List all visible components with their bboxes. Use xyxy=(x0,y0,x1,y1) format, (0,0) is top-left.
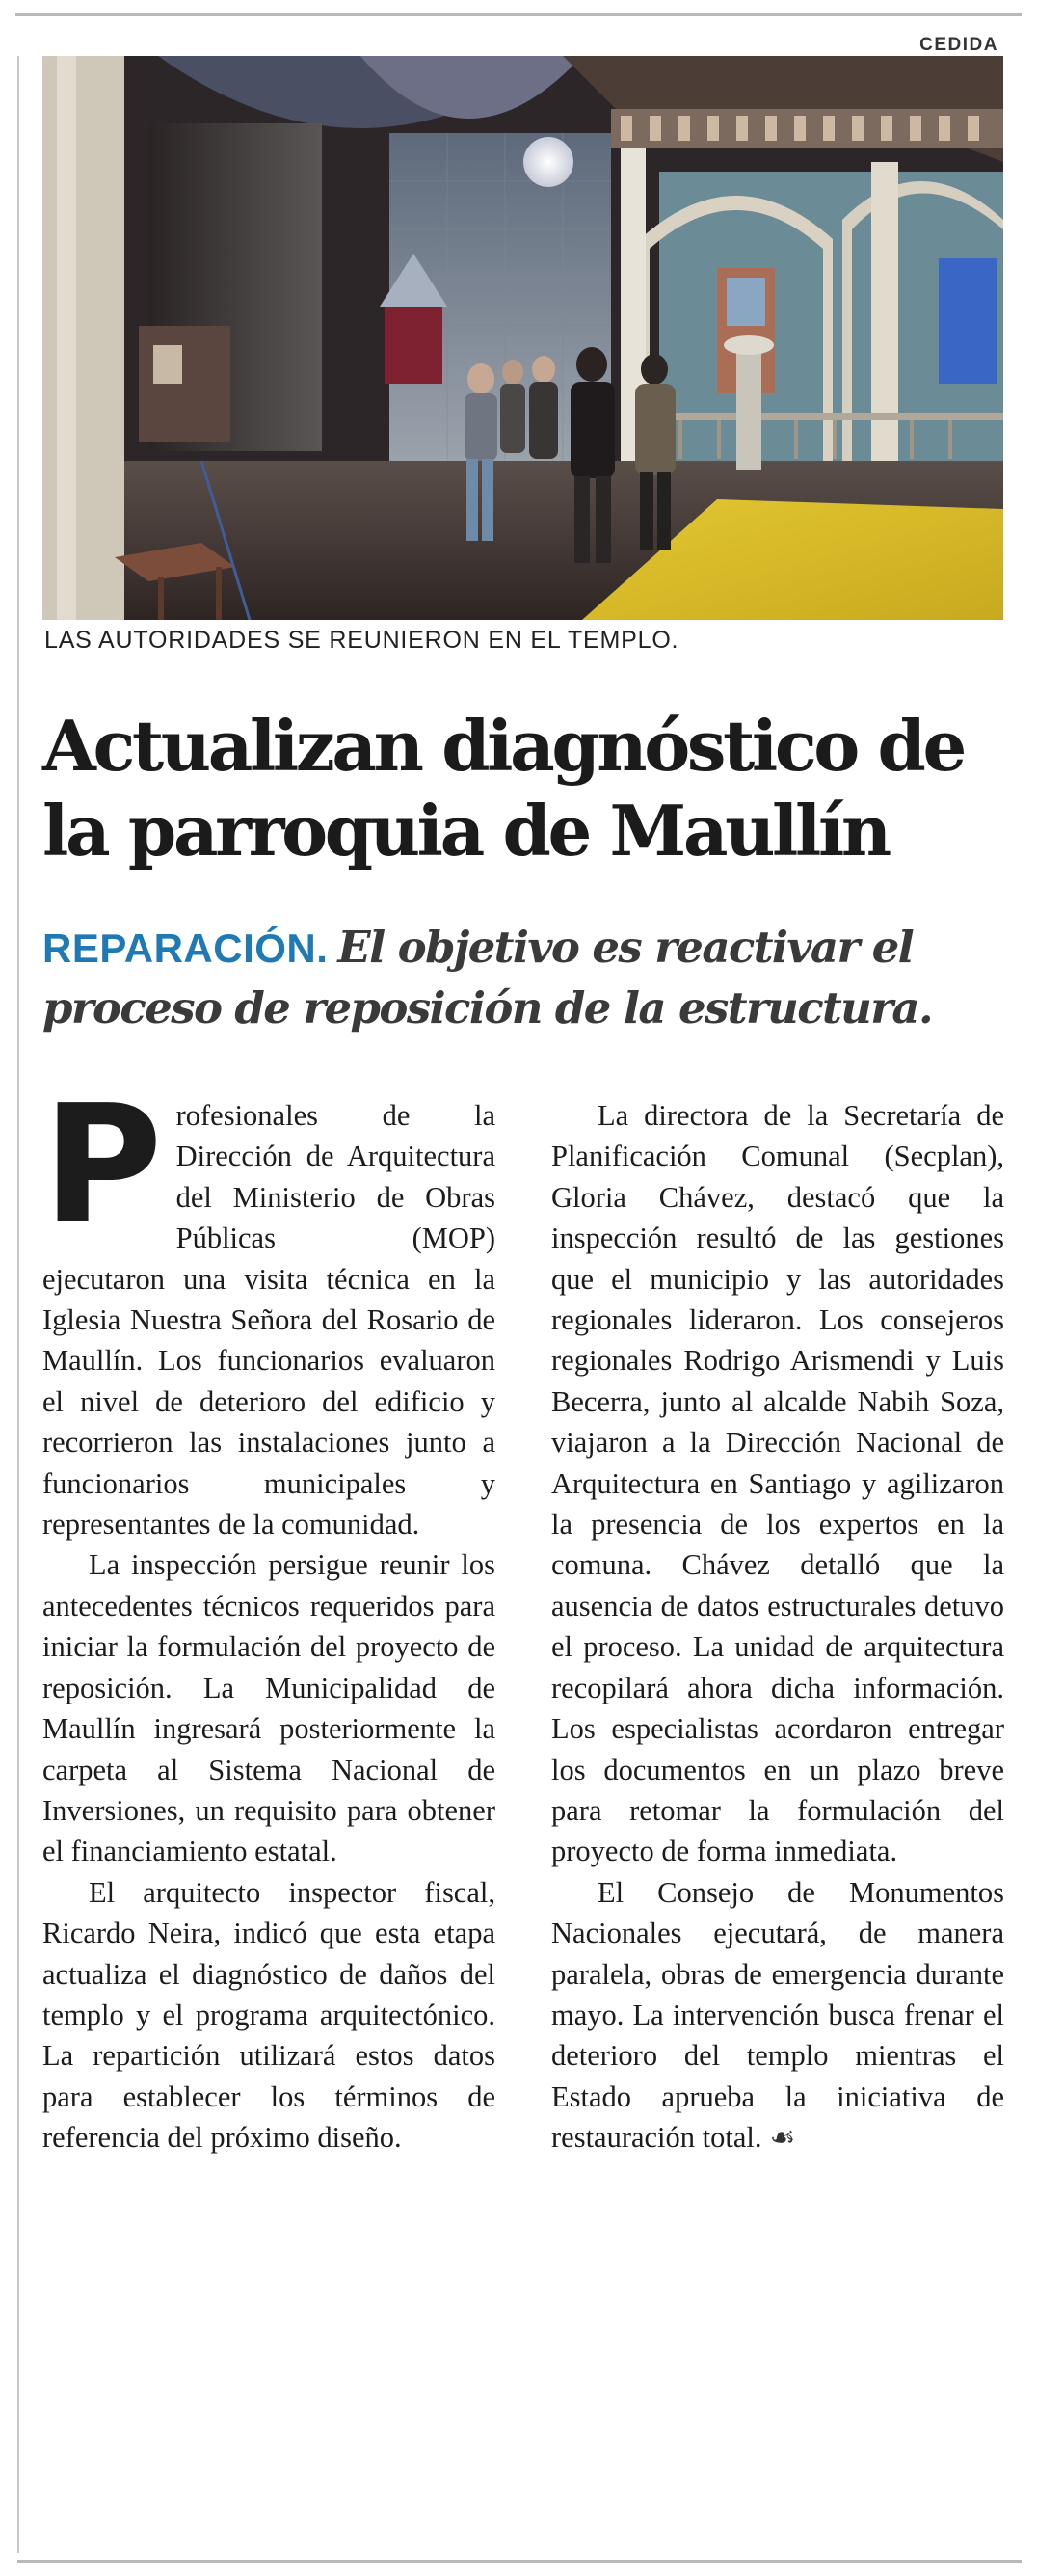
photo-illustration xyxy=(42,56,1003,620)
paragraph-1-text: rofesionales de la Dirección de Arquitectura del Ministerio de Obras Públicas (MOP) ejecutaron una visita técnica en la Iglesia Nuestra Señora del Rosario de Maullín. Los funcionarios evaluaron el nivel de deterioro del edificio y recorrieron las instalaciones junto a funcionarios municipales y representantes de la comunidad. xyxy=(42,1099,495,1542)
article-paragraph-3: El arquitecto inspector fiscal, Ricardo Neira, indicó que esta etapa actualiza el diagnóstico de daños del templo y el programa arquitectónico. La repartición utilizará estos datos para establecer los términos de referencia del próximo diseño. xyxy=(42,1875,495,2155)
article-paragraph-5 xyxy=(551,1872,1004,2160)
photo-credit: CEDIDA xyxy=(919,35,998,55)
paragraph-5-text: El Consejo de Monumentos Nacionales ejecutará, de manera paralela, obras de emergencia durante mayo. La intervención busca frenar el deterioro del templo mientras el Estado aprueba la iniciativa de restauración total. xyxy=(551,1875,1004,2155)
deck-kicker: REPARACIÓN. xyxy=(42,926,329,971)
article-body xyxy=(42,1070,1004,2541)
article-paragraph-1 xyxy=(42,1070,495,1544)
top-rule xyxy=(15,13,1022,16)
article-paragraph-2: La inspección persigue reunir los antecedentes técnicos requeridos para iniciar la formulación del proyecto de reposición. La Municipalidad de Maullín ingresará posteriormente la carpeta al Sistema Nacional de Inversiones, un requisito para obtener el financiamiento estatal. xyxy=(42,1548,495,1868)
article-column-left xyxy=(42,1070,495,2159)
left-column-rule xyxy=(17,56,19,2553)
article-paragraph-4: La directora de la Secretaría de Planificación Comunal (Secplan), Gloria Chávez, destacó que la inspección resultó de las gestiones que el municipio y las autoridades regionales lideraron. Los consejeros regionales Rodrigo Arismendi y Luis Becerra, junto al alcalde Nabih Soza, viajaron a la Dirección Nacional de Arquitectura en Santiago y agilizaron la presencia de los expertos en la comuna. Chávez detalló que la ausencia de datos estructurales detuvo el proceso. La unidad de arquitectura recopilará ahora dicha información. Los especialistas acordaron entregar los documentos en un plazo breve para retomar la formulación del proyecto de forma inmediata. xyxy=(551,1099,1004,1868)
deck xyxy=(42,918,1006,1038)
article-column-right xyxy=(551,1095,1004,2160)
end-mark-icon: ☙ xyxy=(769,2121,796,2156)
church-interior-photo xyxy=(42,56,1003,620)
deck-text: El objetivo es reactivar el proceso de reposición de la estructura. xyxy=(42,922,933,1033)
drop-cap: P xyxy=(42,1070,163,1261)
photo-caption: LAS AUTORIDADES SE REUNIERON EN EL TEMPLO. xyxy=(44,627,679,654)
headline: Actualizan diagnóstico de la parroquia de Maullín xyxy=(42,705,964,872)
bottom-rule xyxy=(17,2560,1022,2563)
